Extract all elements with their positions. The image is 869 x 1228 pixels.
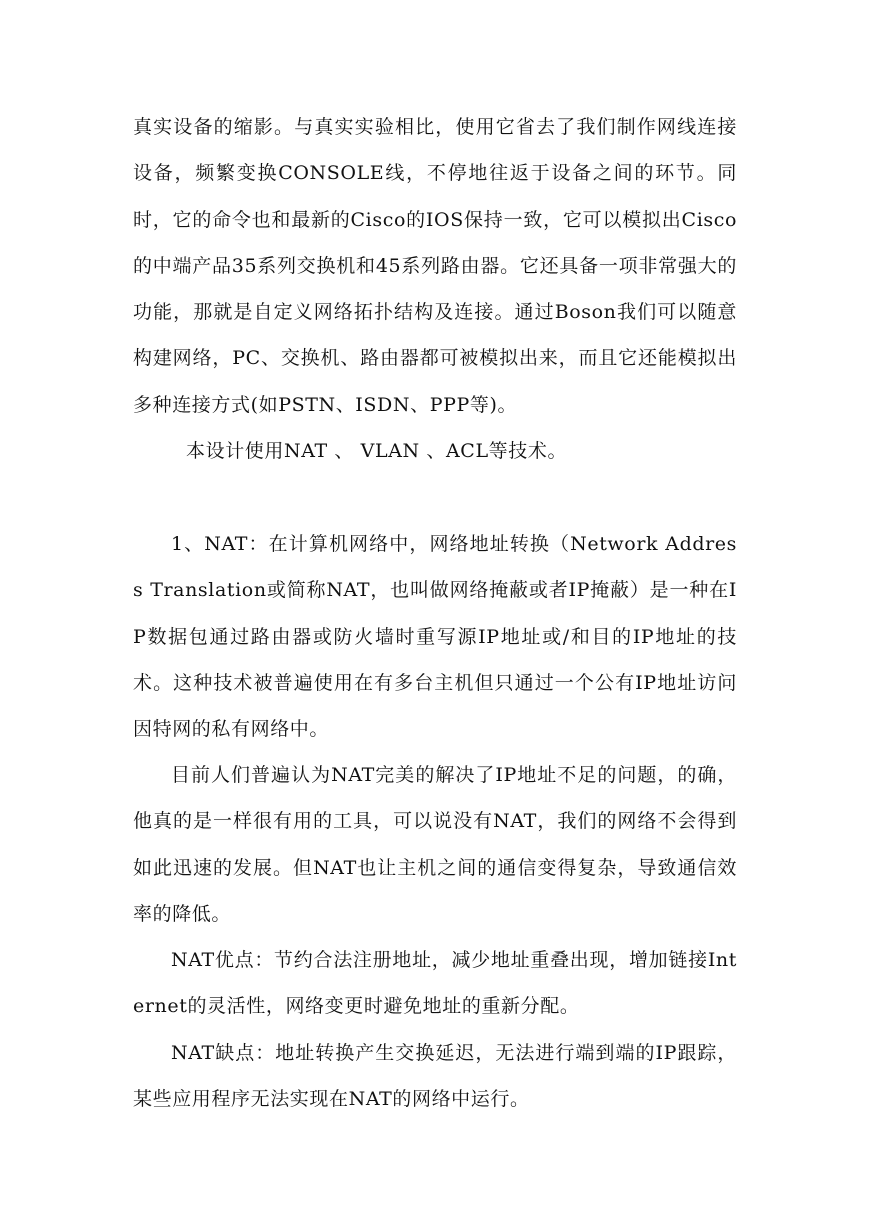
paragraph-nat-disadvantages: NAT缺点：地址转换产生交换延迟，无法进行端到端的IP跟踪，某些应用程序无法实现在NAT的网络中运行。: [133, 1042, 737, 1111]
paragraph-boson-intro: 真实设备的缩影。与真实实验相比，使用它省去了我们制作网线连接设备，频繁变换CONSOLE线，不停地往返于设备之间的环节。同时，它的命令也和最新的Cisco的IOS保持一致，它可以模拟出Cisco的中端产品35系列交换机和45系列路由器。它还具备一项非常强大的功能，那就是自定义网络拓扑结构及连接。通过Boson我们可以随意构建网络，PC、交换机、路由器都可被模拟出来，而且它还能模拟出多种连接方式(如PSTN、ISDN、PPP等)。: [133, 116, 737, 416]
paragraph-design-scope: 本设计使用NAT 、 VLAN 、ACL等技术。: [186, 440, 568, 462]
paragraph-nat-advantages: NAT优点：节约合法注册地址，减少地址重叠出现，增加链接Internet的灵活性，网络变更时避免地址的重新分配。: [133, 949, 737, 1018]
paragraph-nat-definition: 1、NAT：在计算机网络中，网络地址转换（Network Address Translation或简称NAT，也叫做网络掩蔽或者IP掩蔽）是一种在IP数据包通过路由器或防火墙时重写源IP地址或/和目的IP地址的技术。这种技术被普遍使用在有多台主机但只通过一个公有IP地址访问因特网的私有网络中。: [133, 533, 737, 741]
paragraph-nat-opinion: 目前人们普遍认为NAT完美的解决了IP地址不足的问题，的确，他真的是一样很有用的工具，可以说没有NAT，我们的网络不会得到如此迅速的发展。但NAT也让主机之间的通信变得复杂，导致通信效率的降低。: [133, 764, 737, 925]
